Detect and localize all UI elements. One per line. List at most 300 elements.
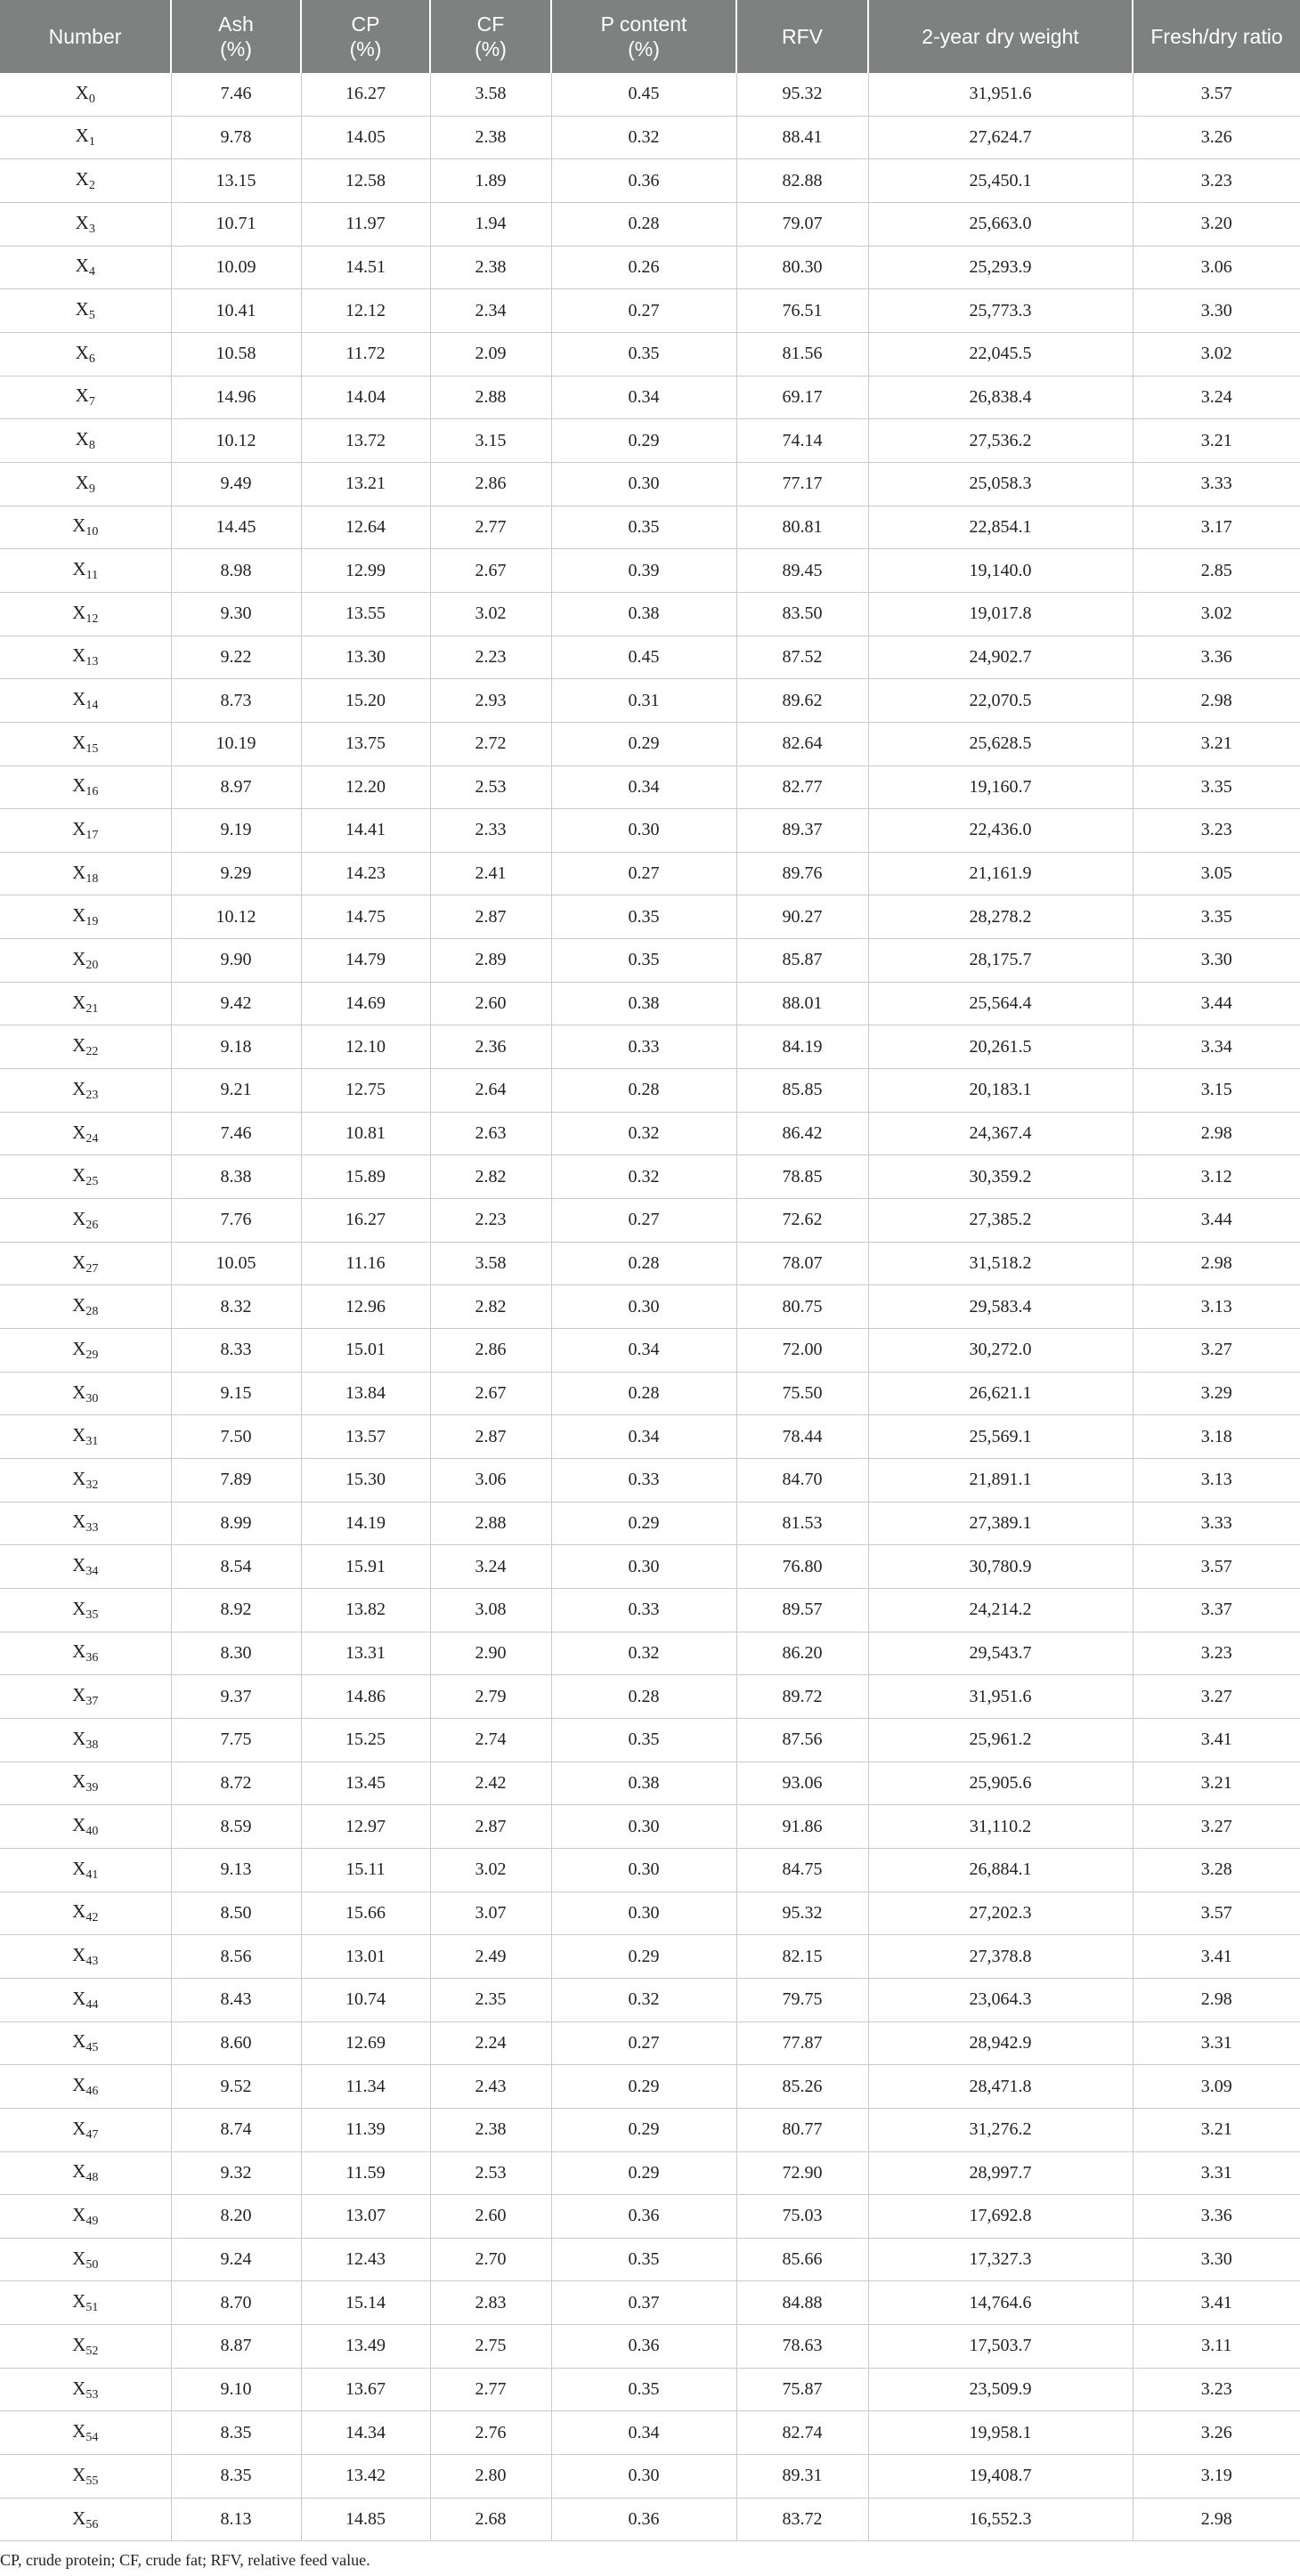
cell-number (0, 1805, 171, 1849)
cell-rfv: 89.37 (736, 809, 868, 853)
cell-cf: 3.06 (430, 1459, 551, 1503)
cell-cf: 2.38 (430, 246, 551, 289)
cell-fresh-dry-ratio: 3.21 (1133, 1762, 1300, 1805)
cell-rfv: 80.77 (736, 2108, 868, 2151)
cell-dry-weight: 29,583.4 (868, 1285, 1133, 1329)
cell-rfv: 78.07 (736, 1242, 868, 1285)
cell-rfv: 93.06 (736, 1762, 868, 1805)
cell-p-content: 0.27 (551, 2021, 736, 2065)
cell-cf: 2.90 (430, 1632, 551, 1675)
col-header-ash (171, 0, 301, 73)
cell-cp: 11.39 (301, 2108, 430, 2151)
cell-number (0, 895, 171, 939)
cell-cp: 14.85 (301, 2498, 430, 2541)
cell-ash: 14.45 (171, 506, 301, 549)
cell-cp: 13.01 (301, 1935, 430, 1979)
cell-rfv: 80.81 (736, 506, 868, 549)
table-row (0, 939, 1300, 983)
cell-fresh-dry-ratio: 3.21 (1133, 419, 1300, 463)
cell-p-content: 0.28 (551, 202, 736, 246)
cell-cp: 14.51 (301, 246, 430, 289)
cell-dry-weight: 27,385.2 (868, 1199, 1133, 1243)
cell-p-content: 0.38 (551, 592, 736, 636)
cell-dry-weight: 25,961.2 (868, 1718, 1133, 1762)
cell-ash: 7.89 (171, 1459, 301, 1503)
header-label: CF (476, 12, 505, 36)
cell-dry-weight: 31,518.2 (868, 1242, 1133, 1285)
cell-cf: 2.93 (430, 679, 551, 723)
cell-p-content: 0.32 (551, 1155, 736, 1199)
cell-cf: 1.89 (430, 159, 551, 203)
number-base: X (72, 2203, 86, 2225)
cell-fresh-dry-ratio: 3.36 (1133, 636, 1300, 679)
table-row (0, 2021, 1300, 2065)
cell-ash: 8.59 (171, 1805, 301, 1849)
cell-number (0, 2411, 171, 2455)
cell-number (0, 939, 171, 983)
number-subscript: 13 (85, 655, 99, 669)
cell-cf: 3.24 (430, 1545, 551, 1589)
table-row (0, 592, 1300, 636)
cell-number (0, 982, 171, 1025)
number-subscript: 48 (85, 2171, 99, 2185)
number-subscript: 31 (85, 1435, 99, 1449)
cell-p-content: 0.34 (551, 2411, 736, 2455)
cell-p-content: 0.35 (551, 2368, 736, 2411)
cell-cf: 2.70 (430, 2238, 551, 2281)
number-base: X (72, 1034, 86, 1057)
cell-cf: 2.43 (430, 2065, 551, 2109)
cell-cp: 13.67 (301, 2368, 430, 2411)
number-base: X (72, 2160, 86, 2183)
table-row (0, 2238, 1300, 2281)
cell-cf: 2.72 (430, 722, 551, 766)
cell-dry-weight: 30,780.9 (868, 1545, 1133, 1589)
col-header-cf (430, 0, 551, 73)
cell-fresh-dry-ratio: 3.27 (1133, 1329, 1300, 1373)
table-row (0, 289, 1300, 333)
cell-number (0, 679, 171, 723)
number-base: X (72, 514, 86, 537)
number-subscript: 42 (85, 1911, 99, 1925)
cell-p-content: 0.31 (551, 679, 736, 723)
cell-ash: 10.58 (171, 332, 301, 376)
cell-rfv: 88.41 (736, 116, 868, 159)
cell-cp: 15.01 (301, 1329, 430, 1373)
number-base: X (72, 1251, 86, 1273)
cell-rfv: 85.85 (736, 1069, 868, 1113)
cell-rfv: 95.32 (736, 1891, 868, 1935)
cell-ash: 8.35 (171, 2455, 301, 2499)
table-row (0, 852, 1300, 895)
cell-fresh-dry-ratio: 3.17 (1133, 506, 1300, 549)
cell-cf: 2.83 (430, 2281, 551, 2325)
number-subscript: 3 (88, 222, 95, 236)
cell-fresh-dry-ratio: 3.23 (1133, 1632, 1300, 1675)
cell-ash: 8.87 (171, 2325, 301, 2369)
number-subscript: 45 (85, 2041, 99, 2055)
cell-cp: 13.55 (301, 592, 430, 636)
cell-dry-weight: 28,471.8 (868, 2065, 1133, 2109)
cell-cf: 2.41 (430, 852, 551, 895)
cell-fresh-dry-ratio: 3.19 (1133, 2455, 1300, 2499)
cell-cf: 2.36 (430, 1025, 551, 1069)
cell-number (0, 1112, 171, 1155)
cell-p-content: 0.33 (551, 1459, 736, 1503)
cell-dry-weight: 25,663.0 (868, 202, 1133, 246)
cell-ash: 8.56 (171, 1935, 301, 1979)
cell-cf: 3.15 (430, 419, 551, 463)
cell-ash: 9.30 (171, 592, 301, 636)
cell-number (0, 1935, 171, 1979)
table-row (0, 1415, 1300, 1459)
number-base: X (72, 2074, 86, 2096)
cell-cp: 14.19 (301, 1502, 430, 1545)
table-row (0, 2455, 1300, 2499)
cell-dry-weight: 30,272.0 (868, 1329, 1133, 1373)
number-base: X (72, 1424, 86, 1446)
cell-p-content: 0.45 (551, 636, 736, 679)
cell-cp: 11.97 (301, 202, 430, 246)
header-label: Number (48, 25, 122, 48)
cell-fresh-dry-ratio: 3.21 (1133, 2108, 1300, 2151)
cell-ash: 9.15 (171, 1372, 301, 1415)
number-subscript: 24 (85, 1131, 99, 1146)
number-base: X (72, 1337, 86, 1359)
cell-ash: 8.50 (171, 1891, 301, 1935)
cell-number (0, 1025, 171, 1069)
cell-ash: 9.22 (171, 636, 301, 679)
cell-fresh-dry-ratio: 3.33 (1133, 462, 1300, 506)
cell-ash: 9.78 (171, 116, 301, 159)
cell-rfv: 82.88 (736, 159, 868, 203)
cell-cp: 14.79 (301, 939, 430, 983)
header-unit: (%) (349, 37, 382, 61)
cell-cp: 15.25 (301, 1718, 430, 1762)
cell-number (0, 722, 171, 766)
cell-ash: 7.46 (171, 1112, 301, 1155)
cell-rfv: 91.86 (736, 1805, 868, 1849)
cell-rfv: 83.72 (736, 2498, 868, 2541)
table-footnote: CP, crude protein; CF, crude fat; RFV, relative feed value. (0, 2551, 370, 2569)
table-row (0, 982, 1300, 1025)
number-subscript: 20 (85, 958, 99, 972)
table-row (0, 1632, 1300, 1675)
number-subscript: 5 (88, 309, 95, 323)
cell-p-content: 0.35 (551, 939, 736, 983)
cell-fresh-dry-ratio: 3.41 (1133, 2281, 1300, 2325)
cell-number (0, 1199, 171, 1243)
cell-rfv: 78.44 (736, 1415, 868, 1459)
cell-dry-weight: 25,905.6 (868, 1762, 1133, 1805)
cell-rfv: 80.30 (736, 246, 868, 289)
number-subscript: 25 (85, 1175, 99, 1189)
cell-number (0, 2065, 171, 2109)
number-subscript: 41 (85, 1867, 99, 1882)
number-base: X (72, 2333, 86, 2355)
cell-rfv: 89.76 (736, 852, 868, 895)
cell-number (0, 1502, 171, 1545)
cell-ash: 9.37 (171, 1675, 301, 1719)
cell-number (0, 159, 171, 203)
table-row (0, 1545, 1300, 1589)
cell-dry-weight: 25,293.9 (868, 246, 1133, 289)
cell-cf: 3.02 (430, 1848, 551, 1891)
cell-p-content: 0.30 (551, 1545, 736, 1589)
cell-rfv: 72.00 (736, 1329, 868, 1373)
cell-dry-weight: 27,389.1 (868, 1502, 1133, 1545)
cell-ash: 9.42 (171, 982, 301, 1025)
number-base: X (72, 2377, 86, 2399)
number-base: X (72, 817, 86, 839)
cell-rfv: 81.56 (736, 332, 868, 376)
cell-cf: 2.09 (430, 332, 551, 376)
number-base: X (72, 1207, 86, 1229)
cell-dry-weight: 23,064.3 (868, 1978, 1133, 2021)
cell-number (0, 1459, 171, 1503)
cell-number (0, 852, 171, 895)
cell-cp: 12.43 (301, 2238, 430, 2281)
cell-p-content: 0.29 (551, 419, 736, 463)
cell-p-content: 0.30 (551, 1848, 736, 1891)
cell-p-content: 0.29 (551, 2065, 736, 2109)
number-subscript: 10 (85, 525, 99, 539)
cell-number (0, 289, 171, 333)
cell-dry-weight: 27,624.7 (868, 116, 1133, 159)
table-row (0, 1675, 1300, 1719)
number-subscript: 52 (85, 2344, 99, 2358)
table-row (0, 2411, 1300, 2455)
cell-cp: 13.30 (301, 636, 430, 679)
table-row (0, 722, 1300, 766)
cell-cp: 10.81 (301, 1112, 430, 1155)
cell-cf: 2.87 (430, 895, 551, 939)
cell-number (0, 1848, 171, 1891)
cell-cf: 2.86 (430, 462, 551, 506)
cell-p-content: 0.35 (551, 332, 736, 376)
cell-ash: 10.12 (171, 895, 301, 939)
cell-dry-weight: 27,378.8 (868, 1935, 1133, 1979)
cell-p-content: 0.35 (551, 506, 736, 549)
header-row (0, 0, 1300, 73)
cell-fresh-dry-ratio: 3.30 (1133, 2238, 1300, 2281)
cell-number (0, 2368, 171, 2411)
cell-ash: 8.92 (171, 1588, 301, 1632)
cell-fresh-dry-ratio: 3.30 (1133, 289, 1300, 333)
table-row (0, 1459, 1300, 1503)
cell-number (0, 2238, 171, 2281)
cell-ash: 8.73 (171, 679, 301, 723)
cell-cp: 13.75 (301, 722, 430, 766)
cell-p-content: 0.27 (551, 852, 736, 895)
cell-p-content: 0.34 (551, 376, 736, 419)
cell-cf: 2.68 (430, 2498, 551, 2541)
cell-fresh-dry-ratio: 3.23 (1133, 809, 1300, 853)
cell-cf: 3.07 (430, 1891, 551, 1935)
cell-cp: 15.30 (301, 1459, 430, 1503)
cell-dry-weight: 16,552.3 (868, 2498, 1133, 2541)
cell-ash: 8.98 (171, 549, 301, 593)
table-row (0, 895, 1300, 939)
number-subscript: 38 (85, 1738, 99, 1752)
cell-p-content: 0.37 (551, 2281, 736, 2325)
table-row (0, 73, 1300, 116)
cell-number (0, 462, 171, 506)
cell-rfv: 77.87 (736, 2021, 868, 2065)
cell-dry-weight: 19,160.7 (868, 766, 1133, 809)
cell-cp: 14.05 (301, 116, 430, 159)
cell-rfv: 75.03 (736, 2195, 868, 2239)
cell-cp: 13.72 (301, 419, 430, 463)
cell-cf: 2.67 (430, 549, 551, 593)
cell-number (0, 2281, 171, 2325)
table-row (0, 376, 1300, 419)
cell-cf: 2.76 (430, 2411, 551, 2455)
cell-fresh-dry-ratio: 3.13 (1133, 1459, 1300, 1503)
cell-cf: 2.82 (430, 1285, 551, 1329)
header-unit: (%) (628, 37, 660, 61)
number-base: X (72, 1511, 86, 1533)
number-base: X (72, 558, 86, 580)
cell-ash: 8.13 (171, 2498, 301, 2541)
cell-ash: 9.90 (171, 939, 301, 983)
number-subscript: 50 (85, 2257, 99, 2272)
header-label: Ash (218, 12, 254, 36)
cell-cp: 13.49 (301, 2325, 430, 2369)
cell-cf: 3.58 (430, 1242, 551, 1285)
cell-fresh-dry-ratio: 3.57 (1133, 1545, 1300, 1589)
cell-rfv: 89.72 (736, 1675, 868, 1719)
table-row (0, 2368, 1300, 2411)
number-subscript: 51 (85, 2301, 99, 2315)
cell-dry-weight: 28,278.2 (868, 895, 1133, 939)
number-base: X (72, 1121, 86, 1143)
number-base: X (72, 1814, 86, 1836)
cell-fresh-dry-ratio: 3.30 (1133, 939, 1300, 983)
cell-rfv: 82.15 (736, 1935, 868, 1979)
cell-ash: 9.29 (171, 852, 301, 895)
cell-cp: 12.69 (301, 2021, 430, 2065)
cell-cf: 2.24 (430, 2021, 551, 2065)
cell-rfv: 85.87 (736, 939, 868, 983)
cell-rfv: 84.70 (736, 1459, 868, 1503)
cell-cf: 2.87 (430, 1415, 551, 1459)
cell-number (0, 2021, 171, 2065)
cell-cf: 3.02 (430, 592, 551, 636)
number-subscript: 53 (85, 2387, 99, 2402)
cell-number (0, 1155, 171, 1199)
table-row (0, 419, 1300, 463)
cell-cp: 13.57 (301, 1415, 430, 1459)
cell-cf: 2.77 (430, 2368, 551, 2411)
cell-fresh-dry-ratio: 3.23 (1133, 159, 1300, 203)
cell-rfv: 87.52 (736, 636, 868, 679)
number-subscript: 49 (85, 2214, 99, 2228)
cell-rfv: 76.51 (736, 289, 868, 333)
cell-number (0, 1372, 171, 1415)
cell-rfv: 89.31 (736, 2455, 868, 2499)
cell-cf: 3.58 (430, 73, 551, 116)
cell-dry-weight: 14,764.6 (868, 2281, 1133, 2325)
number-base: X (75, 341, 89, 363)
table-row (0, 1112, 1300, 1155)
cell-p-content: 0.29 (551, 722, 736, 766)
cell-cf: 2.74 (430, 1718, 551, 1762)
number-subscript: 46 (85, 2085, 99, 2099)
number-subscript: 39 (85, 1781, 99, 1795)
cell-number (0, 1762, 171, 1805)
cell-rfv: 84.88 (736, 2281, 868, 2325)
cell-fresh-dry-ratio: 2.98 (1133, 1978, 1300, 2021)
cell-number (0, 2195, 171, 2239)
cell-rfv: 74.14 (736, 419, 868, 463)
number-subscript: 29 (85, 1348, 99, 1362)
cell-number (0, 506, 171, 549)
number-subscript: 27 (85, 1261, 99, 1276)
number-subscript: 8 (88, 439, 95, 453)
number-base: X (75, 255, 89, 277)
table-row (0, 549, 1300, 593)
cell-p-content: 0.30 (551, 1891, 736, 1935)
cell-p-content: 0.29 (551, 2151, 736, 2195)
cell-dry-weight: 23,509.9 (868, 2368, 1133, 2411)
cell-fresh-dry-ratio: 2.98 (1133, 1242, 1300, 1285)
cell-fresh-dry-ratio: 3.20 (1133, 202, 1300, 246)
number-subscript: 2 (88, 179, 95, 193)
cell-p-content: 0.35 (551, 895, 736, 939)
table-row (0, 1372, 1300, 1415)
cell-dry-weight: 24,367.4 (868, 1112, 1133, 1155)
cell-rfv: 75.50 (736, 1372, 868, 1415)
cell-fresh-dry-ratio: 3.18 (1133, 1415, 1300, 1459)
cell-fresh-dry-ratio: 3.29 (1133, 1372, 1300, 1415)
number-subscript: 17 (85, 828, 99, 842)
cell-cf: 2.64 (430, 1069, 551, 1113)
cell-rfv: 89.57 (736, 1588, 868, 1632)
table-row (0, 2108, 1300, 2151)
col-header-fresh-dry-ratio (1133, 0, 1300, 73)
cell-cp: 10.74 (301, 1978, 430, 2021)
cell-p-content: 0.27 (551, 1199, 736, 1243)
cell-rfv: 78.85 (736, 1155, 868, 1199)
cell-rfv: 84.19 (736, 1025, 868, 1069)
cell-rfv: 78.63 (736, 2325, 868, 2369)
number-base: X (72, 1381, 86, 1403)
cell-p-content: 0.34 (551, 1329, 736, 1373)
cell-rfv: 89.45 (736, 549, 868, 593)
cell-fresh-dry-ratio: 3.11 (1133, 2325, 1300, 2369)
table-row (0, 1891, 1300, 1935)
cell-dry-weight: 19,408.7 (868, 2455, 1133, 2499)
table-row (0, 766, 1300, 809)
cell-cf: 2.60 (430, 982, 551, 1025)
number-base: X (72, 1770, 86, 1793)
table-row (0, 246, 1300, 289)
cell-rfv: 79.75 (736, 1978, 868, 2021)
cell-cf: 2.80 (430, 2455, 551, 2499)
cell-p-content: 0.26 (551, 246, 736, 289)
number-base: X (72, 904, 86, 927)
cell-rfv: 83.50 (736, 592, 868, 636)
table-row (0, 116, 1300, 159)
cell-dry-weight: 19,958.1 (868, 2411, 1133, 2455)
cell-dry-weight: 22,436.0 (868, 809, 1133, 853)
col-header-dry-weight (868, 0, 1133, 73)
number-subscript: 0 (88, 92, 95, 106)
number-subscript: 18 (85, 871, 99, 886)
cell-dry-weight: 24,214.2 (868, 1588, 1133, 1632)
number-subscript: 30 (85, 1391, 99, 1405)
